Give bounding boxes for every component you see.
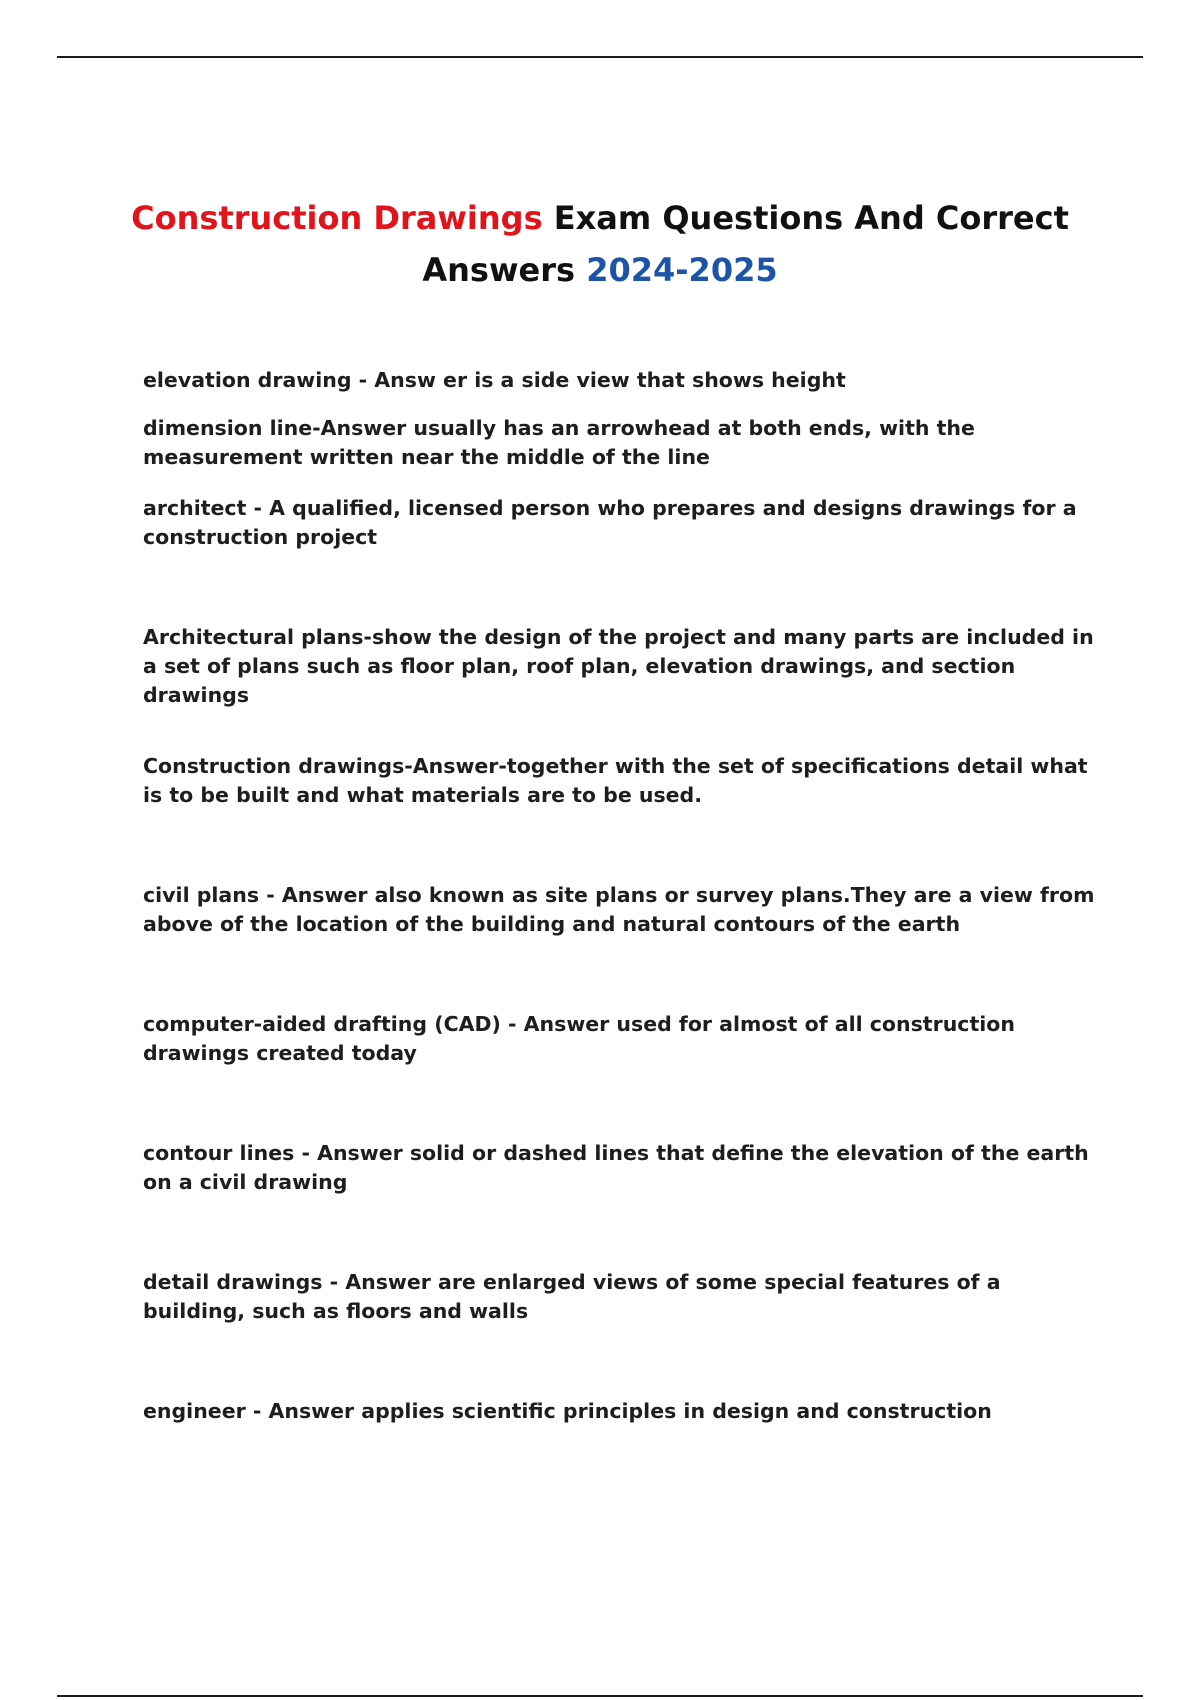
title-subject: Construction Drawings [131, 199, 543, 237]
entry-architectural-plans: Architectural plans-show the design of the project and many parts are included in a set of plans such as floor plan, roof plan, elevation drawings, and section drawings [143, 625, 1094, 707]
title-text-1: Exam Questions And Correct [542, 199, 1069, 237]
title-text-2: Answers [422, 251, 587, 289]
top-rule [57, 56, 1143, 58]
bottom-rule [57, 1695, 1143, 1697]
entry-contour-lines: contour lines - Answer solid or dashed lines that define the elevation of the earth on a civil drawing [143, 1141, 1089, 1194]
entry-engineer: engineer - Answer applies scientific principles in design and construction [143, 1399, 992, 1423]
entry-construction-drawings: Construction drawings-Answer-together with the set of specifications detail what is to be built and what materials are to be used. [143, 754, 1088, 807]
entry-civil-plans: civil plans - Answer also known as site plans or survey plans.They are a view from above of the location of the building and natural contours of the earth [143, 883, 1095, 936]
title-year: 2024-2025 [586, 251, 778, 289]
entry-architect: architect - A qualified, licensed person who prepares and designs drawings for a construction project [143, 496, 1077, 549]
entry-cad: computer-aided drafting (CAD) - Answer used for almost of all construction drawings created today [143, 1012, 1015, 1065]
entry-detail-drawings: detail drawings - Answer are enlarged views of some special features of a building, such as floors and walls [143, 1270, 1001, 1323]
entry-dimension-line: dimension line-Answer usually has an arrowhead at both ends, with the measurement written near the middle of the line [143, 416, 975, 469]
document-title [60, 192, 1140, 296]
entry-elevation-drawing: elevation drawing - Answ er is a side view that shows height [143, 368, 846, 392]
